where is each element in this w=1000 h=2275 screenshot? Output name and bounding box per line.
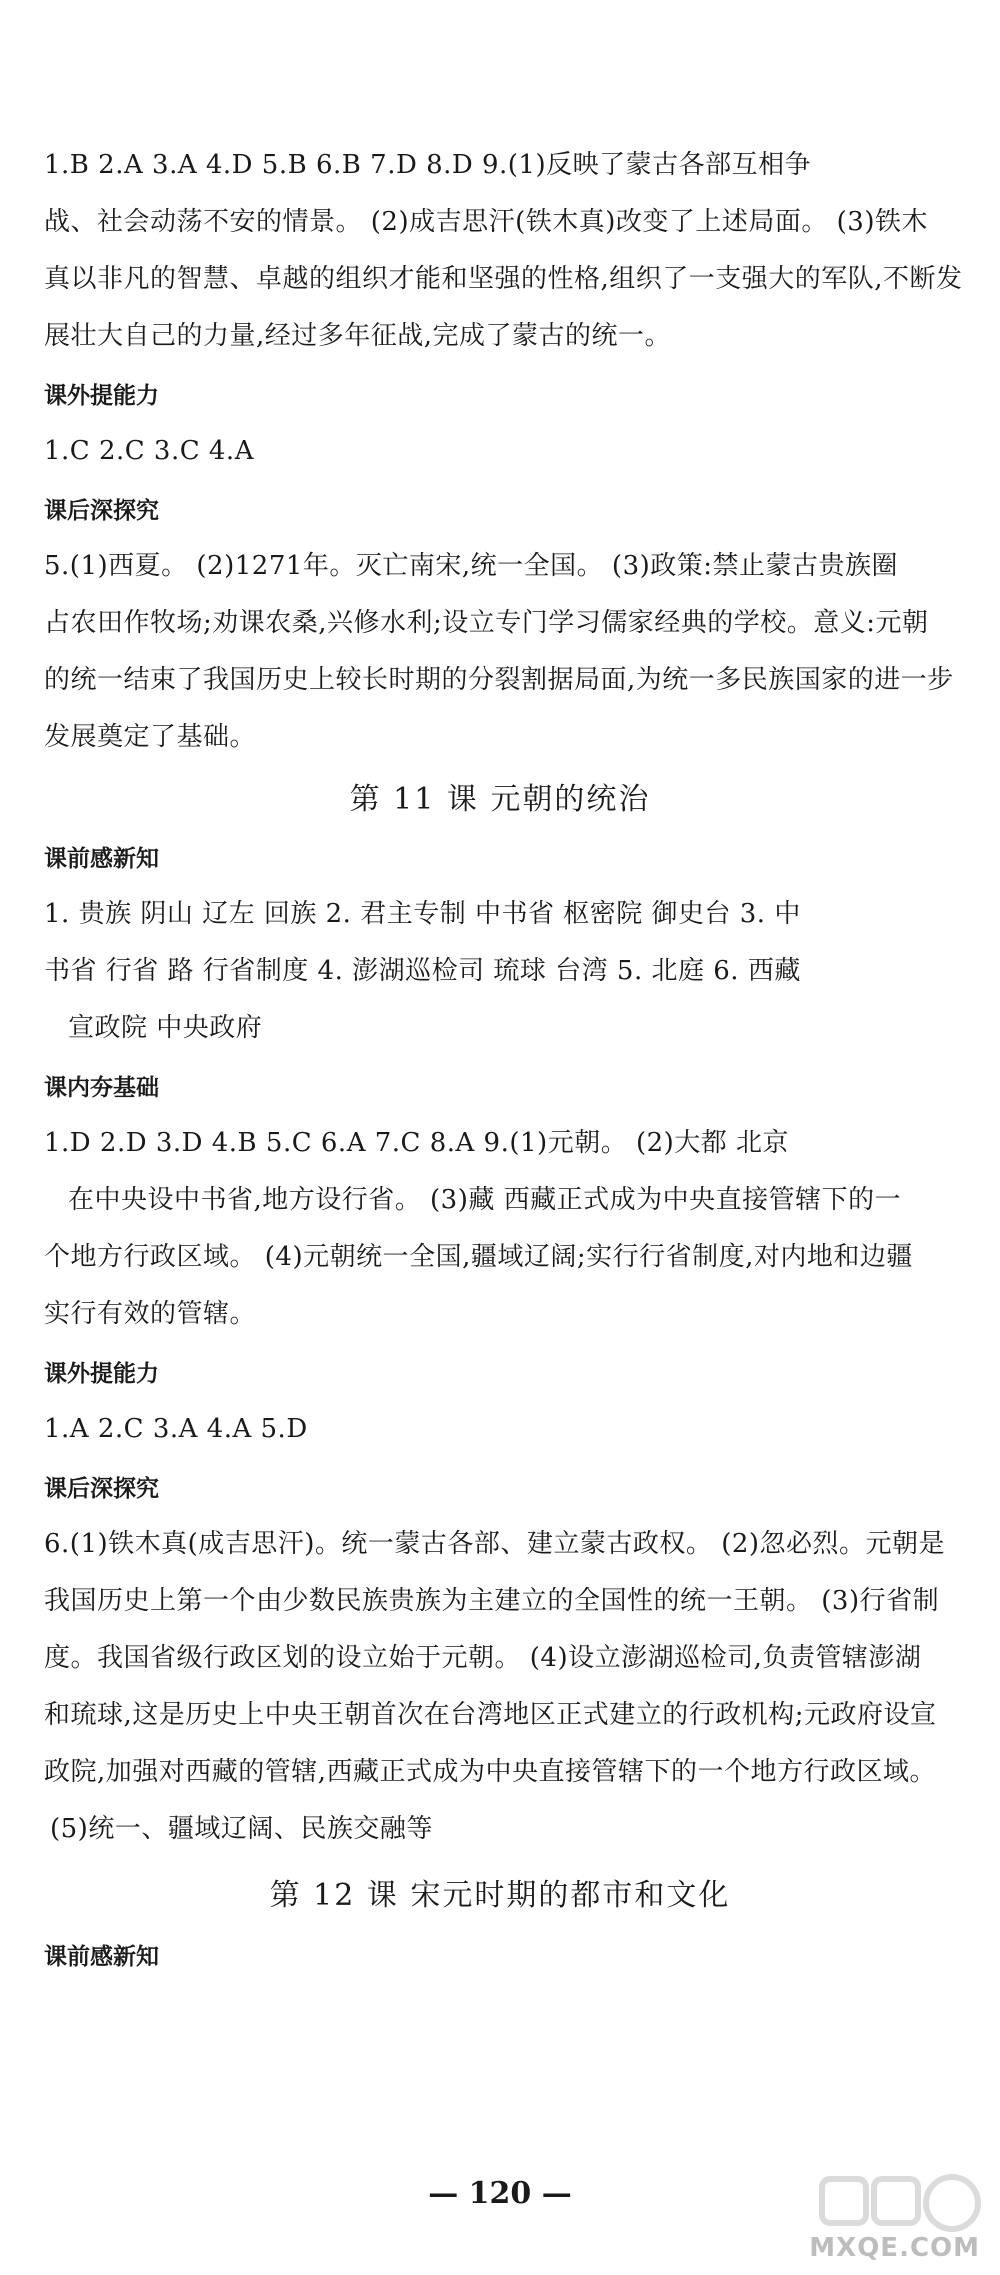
- answer-line: 1.C 2.C 3.C 4.A: [44, 436, 254, 466]
- answer-line: 的统一结束了我国历史上较长时期的分裂割据局面,为统一多民族国家的进一步: [44, 665, 954, 695]
- answer-line: (5)统一、疆域辽阔、民族交融等: [50, 1814, 433, 1844]
- answer-line: 真以非凡的智慧、卓越的组织才能和坚强的性格,组织了一支强大的军队,不断发: [44, 264, 963, 294]
- answer-line: 发展奠定了基础。: [44, 722, 257, 752]
- section-heading-after-class: 课后深探究: [44, 1476, 159, 1502]
- answer-line: 和琉球,这是历史上中央王朝首次在台湾地区正式建立的行政机构;元政府设宣: [44, 1700, 937, 1730]
- answer-line: 宣政院 中央政府: [68, 1013, 263, 1043]
- answer-line: 战、社会动荡不安的情景。 (2)成吉思汗(铁木真)改变了上述局面。 (3)铁木: [44, 207, 928, 237]
- page-number: — 120 —: [428, 2176, 572, 2211]
- section-heading-extra-ability: 课外提能力: [44, 383, 159, 409]
- answer-line: 度。我国省级行政区划的设立始于元朝。 (4)设立澎湖巡检司,负责管辖澎湖: [44, 1643, 922, 1673]
- answer-line: 5.(1)西夏。 (2)1271年。灭亡南宋,统一全国。 (3)政策:禁止蒙古贵族圈: [44, 551, 899, 581]
- answer-line: 书省 行省 路 行省制度 4. 澎湖巡检司 琉球 台湾 5. 北庭 6. 西藏: [44, 956, 801, 986]
- answer-line: 6.(1)铁木真(成吉思汗)。统一蒙古各部、建立蒙古政权。 (2)忽必烈。元朝是: [44, 1529, 946, 1559]
- section-heading-after-class: 课后深探究: [44, 498, 159, 524]
- section-heading-extra-ability: 课外提能力: [44, 1361, 159, 1387]
- watermark-text: MXQE.COM: [809, 2233, 980, 2263]
- answer-line: 1. 贵族 阴山 辽左 回族 2. 君主专制 中书省 枢密院 御史台 3. 中: [44, 899, 801, 929]
- answer-line: 我国历史上第一个由少数民族贵族为主建立的全国性的统一王朝。 (3)行省制: [44, 1586, 940, 1616]
- answer-line: 在中央设中书省,地方设行省。 (3)藏 西藏正式成为中央直接管辖下的一: [68, 1185, 902, 1215]
- lesson-title: 第 11 课 元朝的统治: [349, 782, 651, 817]
- answer-line: 1.D 2.D 3.D 4.B 5.C 6.A 7.C 8.A 9.(1)元朝。 (2)大都 北京: [44, 1128, 790, 1158]
- answer-line: 占农田作牧场;劝课农桑,兴修水利;设立专门学习儒家经典的学校。意义:元朝: [44, 608, 929, 638]
- answer-line: 实行有效的管辖。: [44, 1299, 257, 1329]
- section-heading-in-class: 课内夯基础: [44, 1075, 159, 1101]
- answer-line: 个地方行政区域。 (4)元朝统一全国,疆域辽阔;实行行省制度,对内地和边疆: [44, 1242, 913, 1272]
- answer-line: 1.A 2.C 3.A 4.A 5.D: [44, 1414, 308, 1444]
- answer-line: 1.B 2.A 3.A 4.D 5.B 6.B 7.D 8.D 9.(1)反映了蒙古各部互相争: [44, 150, 812, 180]
- section-heading-pre-class: 课前感新知: [44, 846, 159, 872]
- section-heading-pre-class: 课前感新知: [44, 1944, 159, 1970]
- answer-line: 政院,加强对西藏的管辖,西藏正式成为中央直接管辖下的一个地方行政区域。: [44, 1757, 937, 1787]
- lesson-title: 第 12 课 宋元时期的都市和文化: [269, 1878, 731, 1913]
- answer-line: 展壮大自己的力量,经过多年征战,完成了蒙古的统一。: [44, 321, 672, 351]
